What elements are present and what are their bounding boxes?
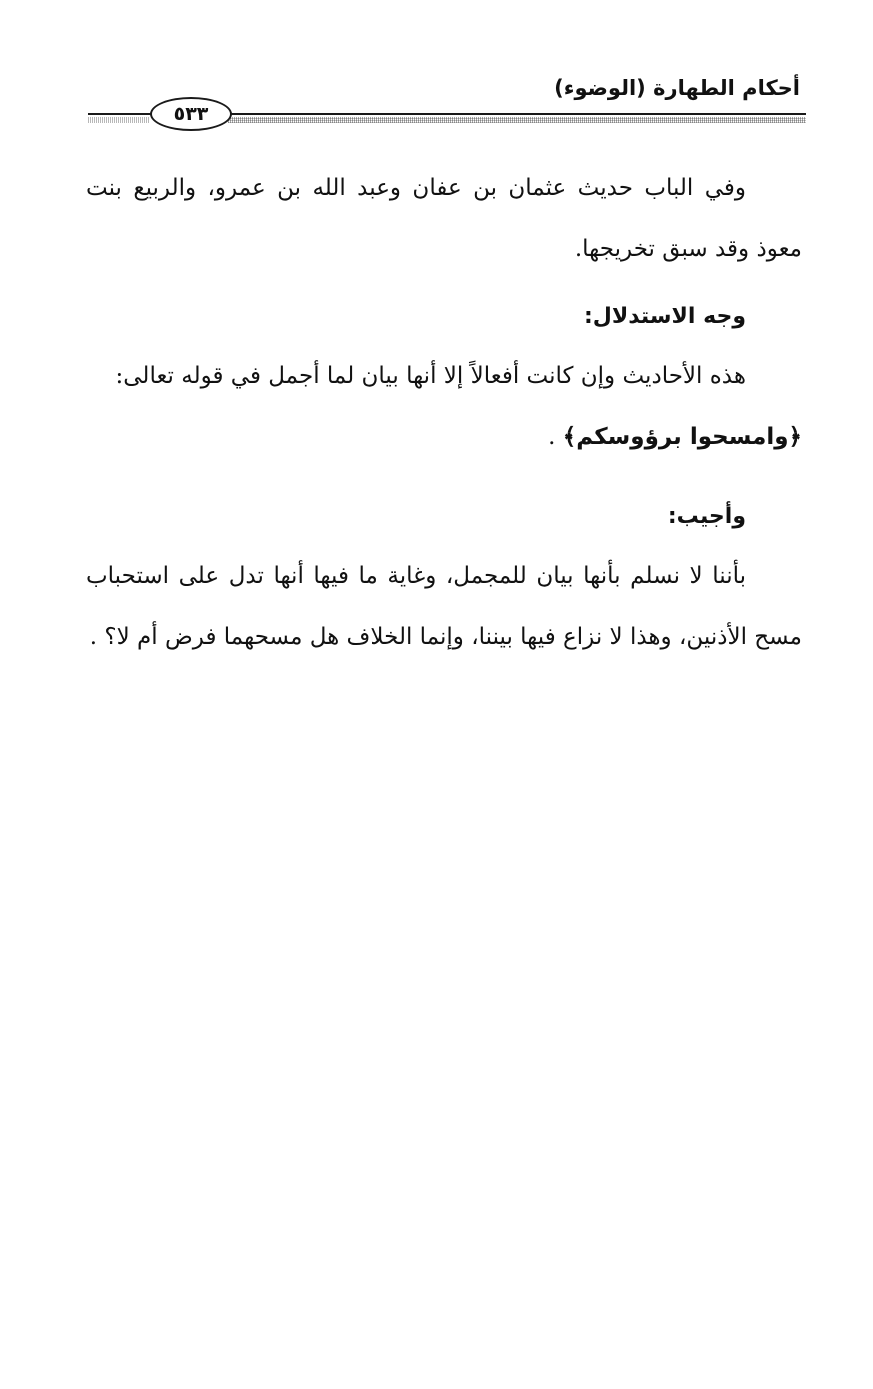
- page-header: [88, 72, 806, 132]
- page-number: ٥٣٣: [150, 97, 232, 131]
- paragraph-hadith-references: وفي الباب حديث عثمان بن عفان وعبد الله بن عمرو، والربيع بنت معوذ وقد سبق تخريجها.: [86, 175, 802, 262]
- paragraph-evidence-text: هذه الأحاديث وإن كانت أفعالاً إلا أنها بيان لما أجمل في قوله تعالى:: [115, 363, 746, 389]
- page-body: [86, 158, 802, 668]
- heading-evidence: وجه الاستدلال:: [583, 304, 746, 329]
- header-ornament: [228, 117, 806, 123]
- quran-verse: ﴿وامسحوا برؤوسكم﴾: [562, 424, 802, 450]
- book-title: أحكام الطهارة (الوضوء): [554, 76, 800, 100]
- paragraph-response: بأننا لا نسلم بأنها بيان للمجمل، وغاية ما فيها أنها تدل على استحباب مسح الأذنين، وهذا لا نزاع فيها بيننا، وإنما الخلاف هل مسحهما فرض أم لا؟ .: [86, 563, 802, 650]
- paragraph-evidence: [86, 346, 802, 468]
- verse-line: [86, 407, 802, 468]
- heading-response: وأجيب:: [667, 504, 746, 529]
- header-ornament-left: [88, 117, 150, 123]
- verse-tail: .: [548, 424, 563, 450]
